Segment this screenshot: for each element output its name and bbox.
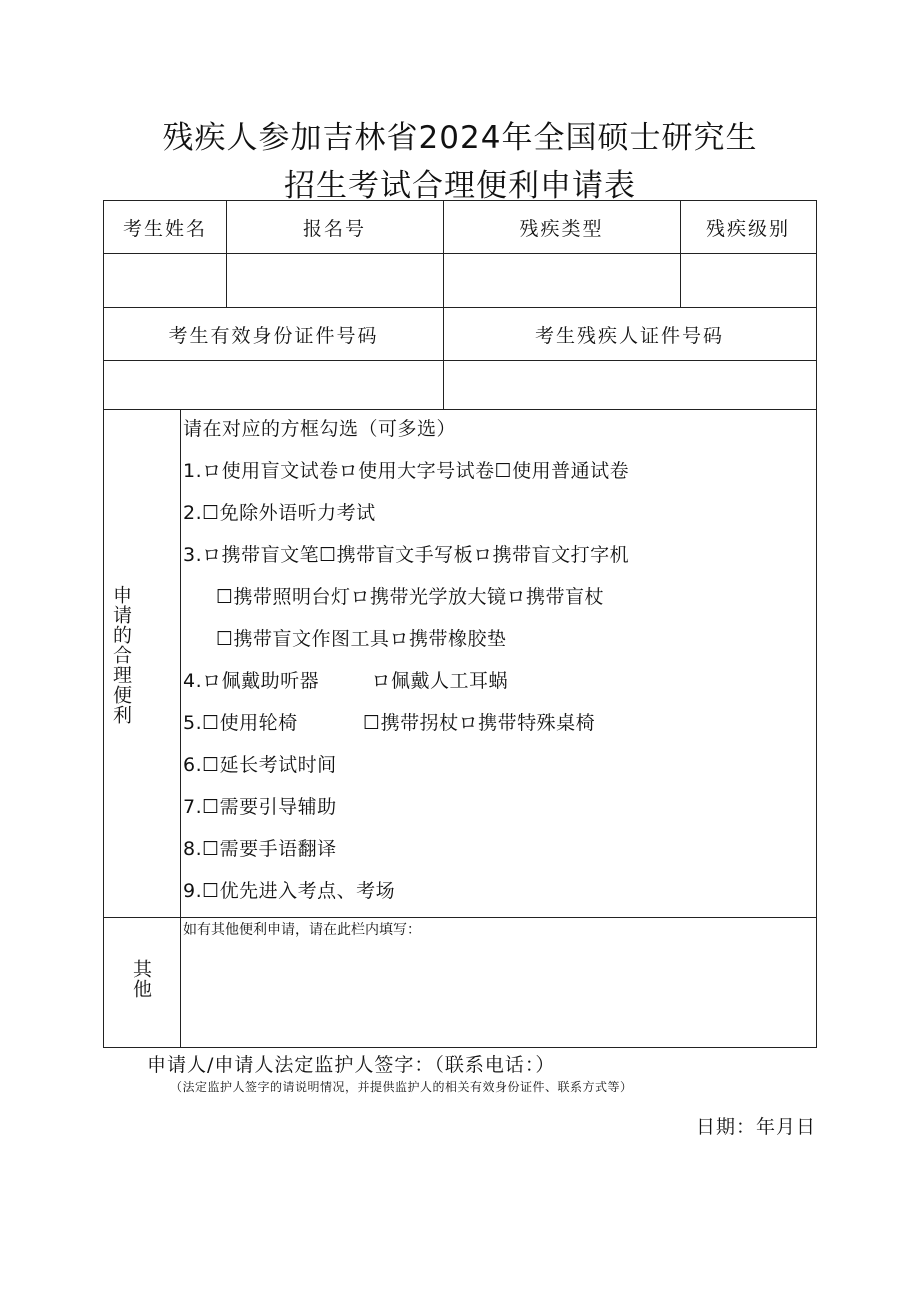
option-line-9[interactable]: 9.☐优先进入考点、考场 <box>183 880 396 902</box>
request-section-label: 申请的合理便利 <box>110 585 132 725</box>
signature-explanation: （法定监护人签字的请说明情况，并提供监护人的相关有效身份证件、联系方式等） <box>170 1080 633 1094</box>
row-divider <box>104 917 816 918</box>
other-note: 如有其他便利申请，请在此栏内填写： <box>183 922 421 938</box>
option-line-2[interactable]: 2.☐免除外语听力考试 <box>183 502 376 524</box>
row-divider <box>104 409 816 410</box>
disability-level-field[interactable] <box>680 254 816 307</box>
option-line-1[interactable]: 1.ロ使用盲文试卷ロ使用大字号试卷☐使用普通试卷 <box>183 460 630 482</box>
form-title-line1: 残疾人参加吉林省2024年全国硕士研究生 <box>162 120 758 156</box>
option-line-3b[interactable]: ☐携带照明台灯ロ携带光学放大镜ロ携带盲杖 <box>216 586 605 608</box>
date-line: 日期：年月日 <box>695 1116 816 1138</box>
disability-cert-label: 考生残疾人证件号码 <box>534 324 724 347</box>
header-disability-type: 残疾类型 <box>519 217 604 240</box>
header-registration-number: 报名号 <box>302 217 366 240</box>
id-number-label: 考生有效身份证件号码 <box>168 324 379 347</box>
other-section-label: 其他 <box>130 959 152 999</box>
id-number-field[interactable] <box>104 361 443 409</box>
header-disability-level: 残疾级别 <box>705 217 790 240</box>
disability-type-field[interactable] <box>443 254 680 307</box>
registration-number-field[interactable] <box>226 254 443 307</box>
signature-line: 申请人/申请人法定监护人签字：（联系电话：） <box>147 1054 556 1076</box>
name-field[interactable] <box>104 254 226 307</box>
option-line-3c[interactable]: ☐携带盲文作图工具ロ携带橡胶垫 <box>216 628 507 650</box>
form-title-line2: 招生考试合理便利申请表 <box>284 168 636 204</box>
disability-cert-field[interactable] <box>443 361 816 409</box>
option-line-3[interactable]: 3.ロ携带盲文笔☐携带盲文手写板ロ携带盲文打字机 <box>183 544 630 566</box>
application-form-table <box>103 200 817 1048</box>
option-line-4[interactable]: 4.ロ佩戴助听器 ロ佩戴人工耳蜗 <box>183 670 508 692</box>
options-intro: 请在对应的方框勾选（可多选） <box>183 418 457 440</box>
option-line-5[interactable]: 5.☐使用轮椅 ☐携带拐杖ロ携带特殊桌椅 <box>183 712 596 734</box>
option-line-7[interactable]: 7.☐需要引导辅助 <box>183 796 337 818</box>
option-line-8[interactable]: 8.☐需要手语翻译 <box>183 838 337 860</box>
column-divider <box>180 409 181 1047</box>
option-line-6[interactable]: 6.☐延长考试时间 <box>183 754 337 776</box>
header-name: 考生姓名 <box>122 217 207 240</box>
